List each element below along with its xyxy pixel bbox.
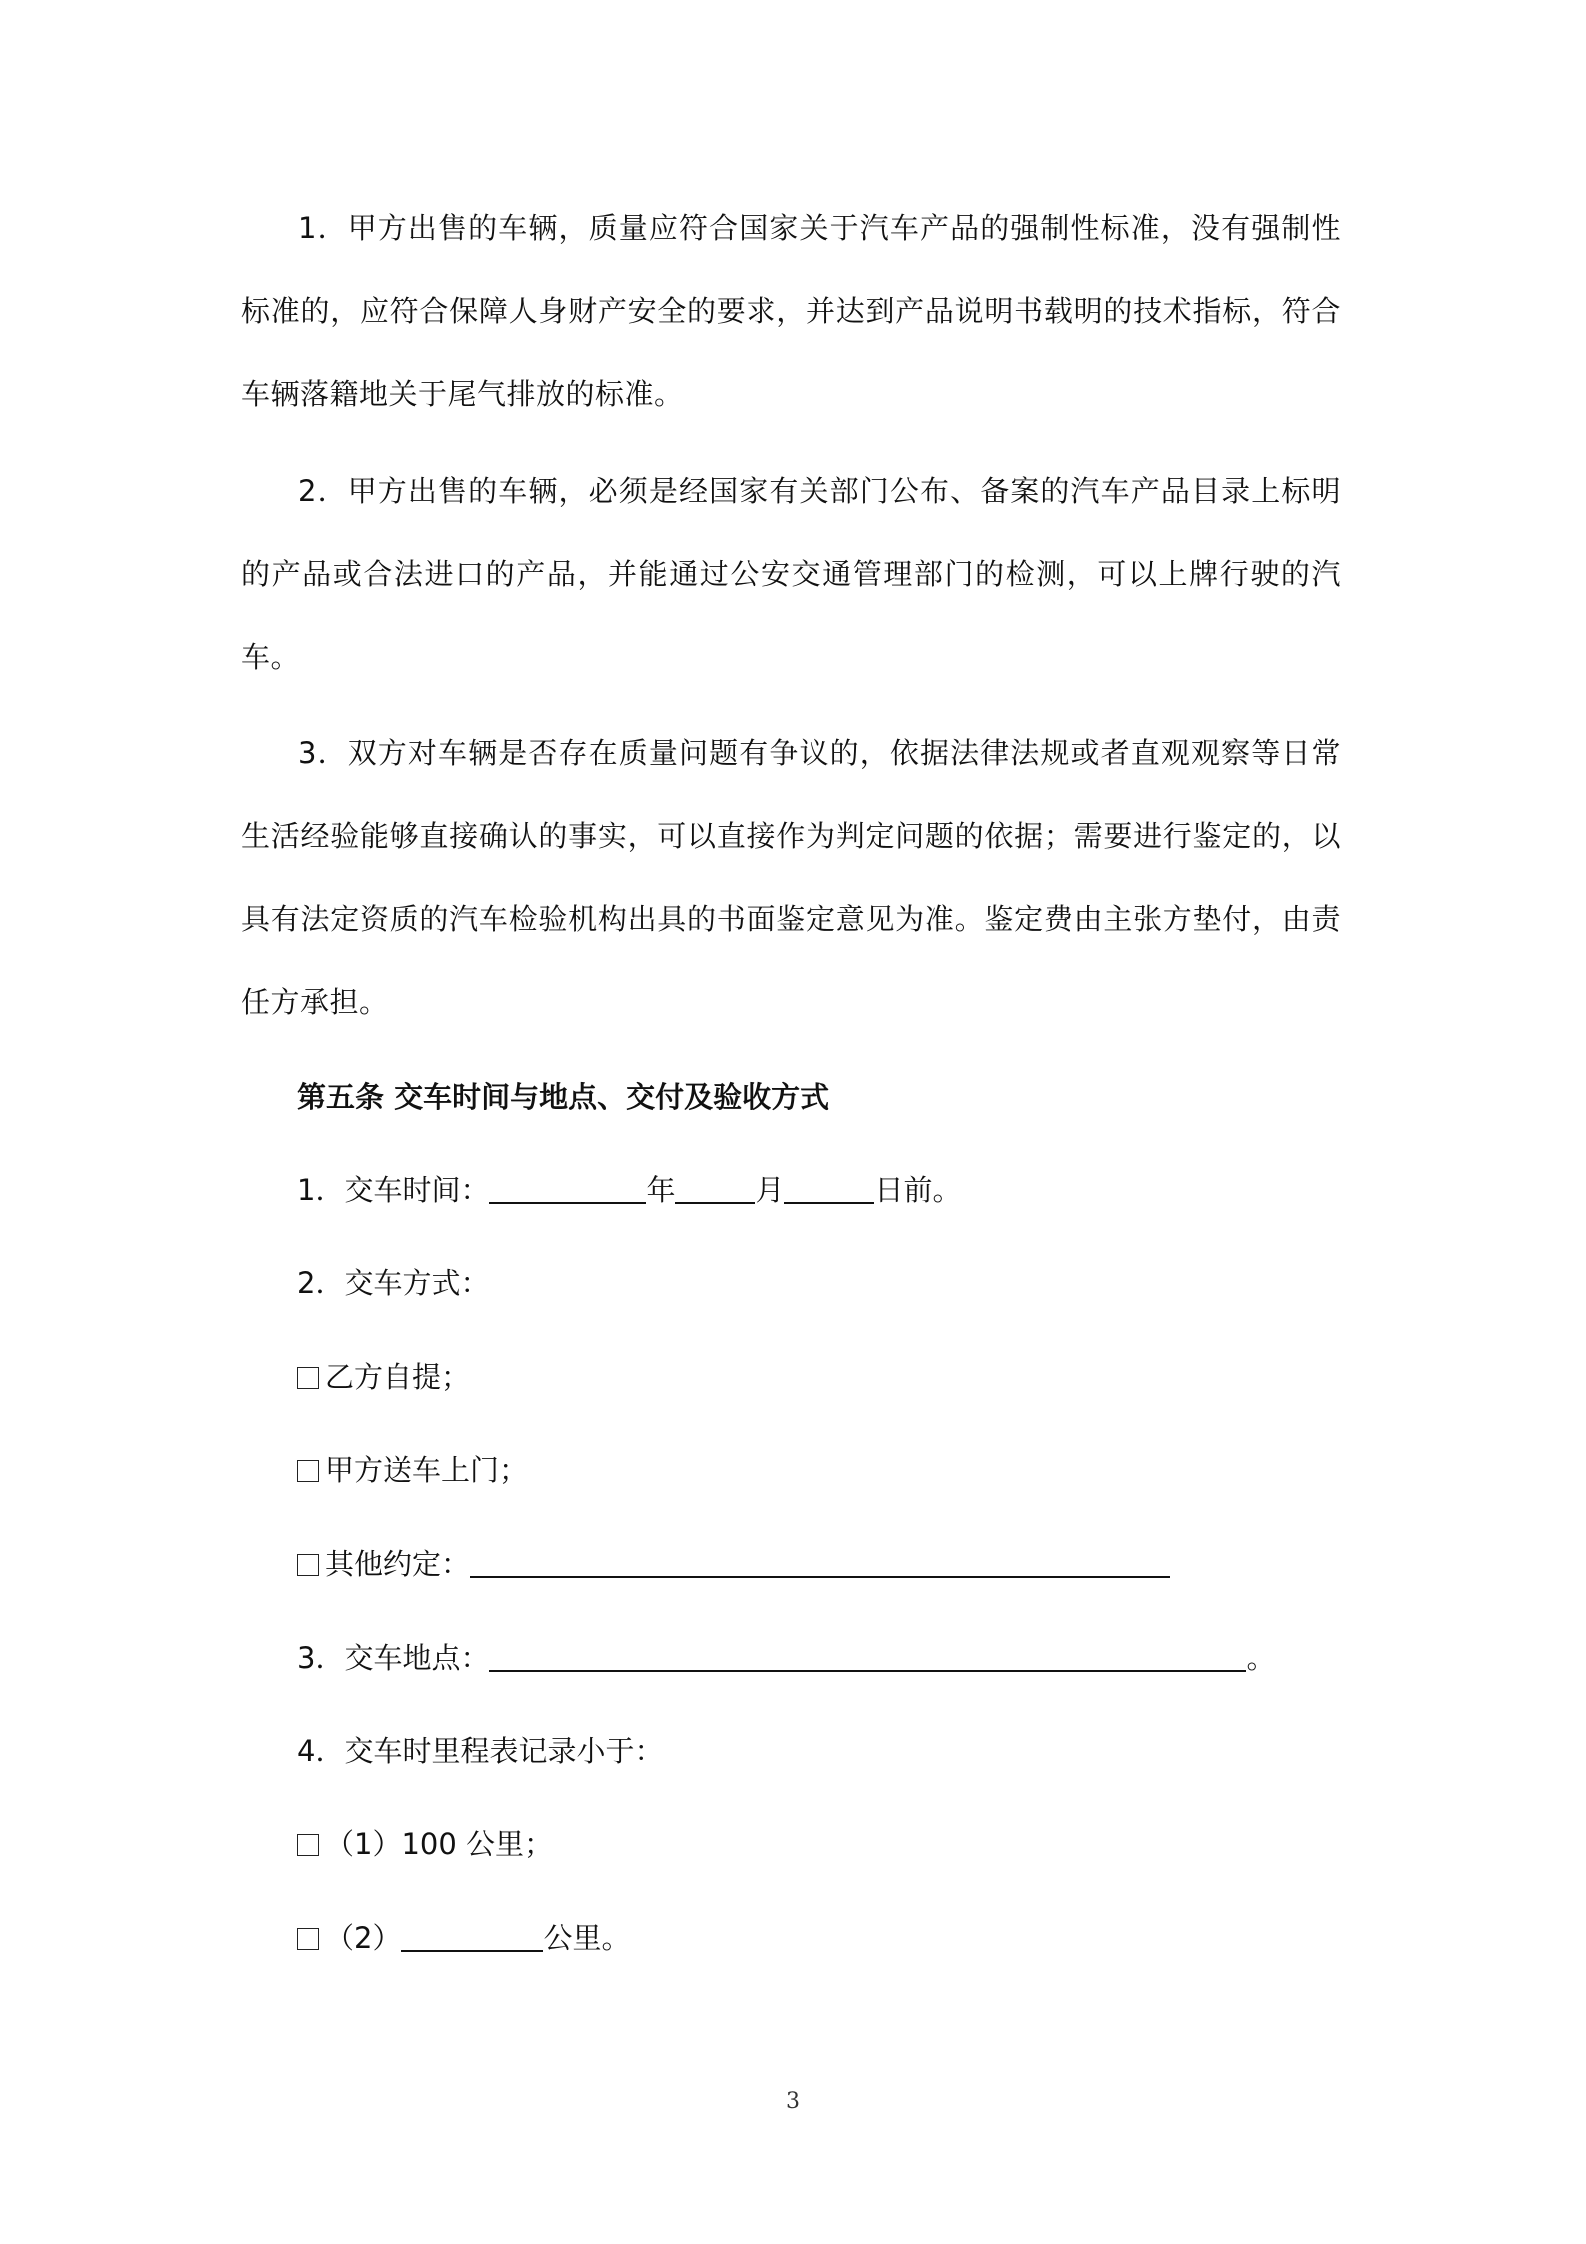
clause-3	[241, 712, 1341, 1044]
year-blank[interactable]	[489, 1176, 646, 1204]
mileage-option-2	[297, 1918, 630, 1958]
clause-3-text: 3．双方对车辆是否存在质量问题有争议的，依据法律法规或者直观观察等日常生活经验能够直接确认的事实，可以直接作为判定问题的依据；需要进行鉴定的，以具有法定资质的汽车检验机构出具的书面鉴定意见为准。鉴定费由主张方垫付，由责任方承担。	[241, 736, 1341, 1019]
checkbox-other[interactable]	[297, 1554, 319, 1576]
delivery-place-line	[297, 1638, 1275, 1678]
mileage-option-1	[297, 1824, 553, 1864]
clause-2-text: 2．甲方出售的车辆，必须是经国家有关部门公布、备案的汽车产品目录上标明的产品或合法进口的产品，并能通过公安交通管理部门的检测，可以上牌行驶的汽车。	[241, 474, 1341, 674]
article-5-heading: 第五条 交车时间与地点、交付及验收方式	[297, 1080, 830, 1114]
delivery-place-blank[interactable]	[489, 1644, 1246, 1672]
mileage-option-2-suffix: 公里。	[543, 1921, 631, 1955]
checkbox-delivery[interactable]	[297, 1460, 319, 1482]
delivery-place-end: 。	[1246, 1641, 1276, 1675]
mileage-option-1-label: （1）100 公里；	[325, 1827, 554, 1861]
option-self-pickup	[297, 1357, 470, 1397]
option-other-label: 其他约定：	[325, 1547, 471, 1581]
clause-1-text: 1．甲方出售的车辆，质量应符合国家关于汽车产品的强制性标准，没有强制性标准的，应符合保障人身财产安全的要求，并达到产品说明书载明的技术指标，符合车辆落籍地关于尾气排放的标准。	[241, 211, 1341, 411]
checkbox-mileage-100[interactable]	[297, 1834, 319, 1856]
mileage-custom-blank[interactable]	[401, 1924, 543, 1952]
month-label: 月	[755, 1173, 785, 1207]
day-label: 日前。	[874, 1173, 962, 1207]
delivery-time-line	[297, 1170, 962, 1210]
checkbox-self-pickup[interactable]	[297, 1367, 319, 1389]
month-blank[interactable]	[675, 1176, 755, 1204]
other-agreement-blank[interactable]	[470, 1550, 1170, 1578]
clause-2	[241, 450, 1341, 699]
option-self-pickup-label: 乙方自提；	[325, 1360, 471, 1394]
mileage-label: 4．交车时里程表记录小于：	[297, 1734, 664, 1768]
year-label: 年	[646, 1173, 676, 1207]
delivery-time-label: 1．交车时间：	[297, 1173, 490, 1207]
delivery-method-label: 2．交车方式：	[297, 1266, 490, 1300]
option-delivery-label: 甲方送车上门；	[325, 1453, 529, 1487]
delivery-place-label: 3．交车地点：	[297, 1641, 490, 1675]
page-number: 3	[786, 2089, 800, 2114]
option-delivery	[297, 1450, 528, 1490]
checkbox-mileage-custom[interactable]	[297, 1928, 319, 1950]
clause-1	[241, 187, 1341, 436]
option-other	[297, 1544, 1170, 1584]
mileage-option-2-prefix: （2）	[325, 1921, 402, 1955]
day-blank[interactable]	[784, 1176, 874, 1204]
